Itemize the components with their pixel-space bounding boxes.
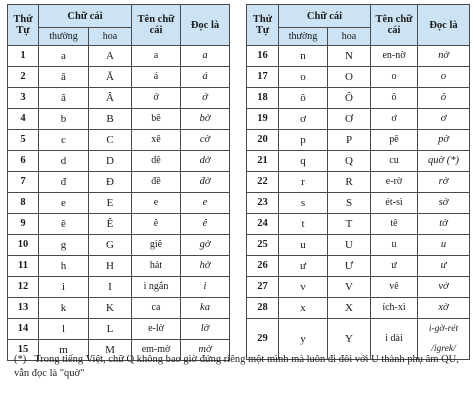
letter-name: i dài: [371, 319, 418, 360]
footnote-text: Trong tiếng Việt, chữ Q không bao giờ đứng riêng một mình mà luôn đi đôi với U thành phụ âm QU, vẫn đọc là "quờ": [14, 354, 459, 379]
uppercase-letter: N: [328, 46, 371, 67]
uppercase-letter: Q: [328, 151, 371, 172]
letter-name: pê: [371, 130, 418, 151]
table-row: [8, 88, 230, 109]
letter-number: 22: [247, 172, 279, 193]
header-upper: hoa: [89, 28, 132, 46]
letter-number: 27: [247, 277, 279, 298]
lowercase-letter: ơ: [279, 109, 328, 130]
letter-number: 3: [8, 88, 39, 109]
pronunciation: nờ: [418, 46, 470, 67]
letter-number: 23: [247, 193, 279, 214]
letter-number: 4: [8, 109, 39, 130]
letter-number: 24: [247, 214, 279, 235]
uppercase-letter: O: [328, 67, 371, 88]
letter-number: 20: [247, 130, 279, 151]
letter-name: o: [371, 67, 418, 88]
lowercase-letter: h: [39, 256, 89, 277]
pronunciation: i: [181, 277, 230, 298]
letter-number: 28: [247, 298, 279, 319]
uppercase-letter: B: [89, 109, 132, 130]
uppercase-letter: T: [328, 214, 371, 235]
letter-name: ích-xì: [371, 298, 418, 319]
uppercase-letter: R: [328, 172, 371, 193]
letter-number: 17: [247, 67, 279, 88]
letter-name: ca: [132, 298, 181, 319]
lowercase-letter: đ: [39, 172, 89, 193]
lowercase-letter: u: [279, 235, 328, 256]
letter-name: ư: [371, 256, 418, 277]
pronunciation: hờ: [181, 256, 230, 277]
header-lower: thường: [39, 28, 89, 46]
table-row: [247, 256, 470, 277]
letter-name: tê: [371, 214, 418, 235]
pronunciation: tờ: [418, 214, 470, 235]
lowercase-letter: i: [39, 277, 89, 298]
uppercase-letter: Ê: [89, 214, 132, 235]
table-row: [8, 172, 230, 193]
table-row: [247, 130, 470, 151]
letter-name: i ngắn: [132, 277, 181, 298]
lowercase-letter: g: [39, 235, 89, 256]
letter-number: 18: [247, 88, 279, 109]
uppercase-letter: I: [89, 277, 132, 298]
letter-name: ét-sì: [371, 193, 418, 214]
letter-number: 14: [8, 319, 39, 340]
table-row: [247, 277, 470, 298]
uppercase-letter: Ă: [89, 67, 132, 88]
letter-name: ớ: [132, 88, 181, 109]
table-row: [8, 256, 230, 277]
pronunciation: rờ: [418, 172, 470, 193]
lowercase-letter: x: [279, 298, 328, 319]
lowercase-letter: y: [279, 319, 328, 360]
pronunciation: lờ: [181, 319, 230, 340]
letter-number: 6: [8, 151, 39, 172]
footnote: [14, 353, 466, 381]
table-row: [247, 151, 470, 172]
letter-number: 21: [247, 151, 279, 172]
letter-name: cu: [371, 151, 418, 172]
letter-number: 11: [8, 256, 39, 277]
letter-name: ê: [132, 214, 181, 235]
pronunciation: o: [418, 67, 470, 88]
lowercase-letter: c: [39, 130, 89, 151]
letter-name: em-mờ: [132, 340, 181, 361]
lowercase-letter: ê: [39, 214, 89, 235]
letter-number: 26: [247, 256, 279, 277]
pronunciation: xờ: [418, 298, 470, 319]
pronunciation: cờ: [181, 130, 230, 151]
table-row: [247, 172, 470, 193]
letter-name: u: [371, 235, 418, 256]
letter-number: 25: [247, 235, 279, 256]
pronunciation: u: [418, 235, 470, 256]
pronunciation: dờ: [181, 151, 230, 172]
pronunciation: vờ: [418, 277, 470, 298]
lowercase-letter: n: [279, 46, 328, 67]
letter-name: e-rờ: [371, 172, 418, 193]
lowercase-letter: l: [39, 319, 89, 340]
letter-name: e-lờ: [132, 319, 181, 340]
uppercase-letter: Ô: [328, 88, 371, 109]
pronunciation: e: [181, 193, 230, 214]
pronunciation: i-gờ-rét /igrek/: [418, 319, 470, 360]
uppercase-letter: A: [89, 46, 132, 67]
letter-number: 19: [247, 109, 279, 130]
letter-name: giê: [132, 235, 181, 256]
header-lower: thường: [279, 28, 328, 46]
table-row: [8, 235, 230, 256]
header-num: Thứ Tự: [8, 5, 39, 46]
uppercase-letter: Ơ: [328, 109, 371, 130]
lowercase-letter: â: [39, 88, 89, 109]
lowercase-letter: a: [39, 46, 89, 67]
letter-name: hát: [132, 256, 181, 277]
alphabet-table-left: [7, 4, 230, 361]
uppercase-letter: U: [328, 235, 371, 256]
uppercase-letter: H: [89, 256, 132, 277]
lowercase-letter: s: [279, 193, 328, 214]
pronunciation: á: [181, 67, 230, 88]
right-rows: [247, 46, 470, 360]
uppercase-letter: C: [89, 130, 132, 151]
letter-name: đê: [132, 172, 181, 193]
table-row: [8, 67, 230, 88]
header-name: Tên chữ cái: [132, 5, 181, 46]
table-row: [8, 151, 230, 172]
pronunciation: ô: [418, 88, 470, 109]
letter-name: bê: [132, 109, 181, 130]
table-row: [8, 130, 230, 151]
letter-number: 16: [247, 46, 279, 67]
pronunciation: gờ: [181, 235, 230, 256]
letter-number: 2: [8, 67, 39, 88]
letter-number: 13: [8, 298, 39, 319]
letter-name: xê: [132, 130, 181, 151]
lowercase-letter: ô: [279, 88, 328, 109]
table-row: [8, 277, 230, 298]
pronunciation: a: [181, 46, 230, 67]
letter-name: en-nờ: [371, 46, 418, 67]
table-row: [247, 235, 470, 256]
table-row: [247, 67, 470, 88]
table-row: [247, 193, 470, 214]
pronunciation: sờ: [418, 193, 470, 214]
table-row: [247, 298, 470, 319]
uppercase-letter: L: [89, 319, 132, 340]
uppercase-letter: K: [89, 298, 132, 319]
letter-name: dê: [132, 151, 181, 172]
pronunciation: ơ: [418, 109, 470, 130]
header-letter: Chữ cái: [39, 5, 132, 28]
table-row: [8, 193, 230, 214]
lowercase-letter: m: [39, 340, 89, 361]
lowercase-letter: o: [279, 67, 328, 88]
letter-number: 8: [8, 193, 39, 214]
pronunciation: ê: [181, 214, 230, 235]
uppercase-letter: X: [328, 298, 371, 319]
table-row: [247, 109, 470, 130]
uppercase-letter: E: [89, 193, 132, 214]
lowercase-letter: t: [279, 214, 328, 235]
uppercase-letter: Đ: [89, 172, 132, 193]
letter-number: 1: [8, 46, 39, 67]
letter-name: ơ: [371, 109, 418, 130]
header-num: Thứ Tự: [247, 5, 279, 46]
pronunciation: bờ: [181, 109, 230, 130]
letter-number: 7: [8, 172, 39, 193]
pronunciation: quờ (*): [418, 151, 470, 172]
pronunciation: ớ: [181, 88, 230, 109]
footnote-mark: (*): [14, 354, 27, 365]
table-row: [8, 214, 230, 235]
lowercase-letter: q: [279, 151, 328, 172]
uppercase-letter: P: [328, 130, 371, 151]
uppercase-letter: G: [89, 235, 132, 256]
letter-name: á: [132, 67, 181, 88]
lowercase-letter: v: [279, 277, 328, 298]
pronunciation: ư: [418, 256, 470, 277]
header-pron: Đọc là: [418, 5, 470, 46]
table-row: [247, 88, 470, 109]
lowercase-letter: b: [39, 109, 89, 130]
uppercase-letter: M: [89, 340, 132, 361]
letter-name: a: [132, 46, 181, 67]
table-row: [8, 109, 230, 130]
letter-name: vê: [371, 277, 418, 298]
uppercase-letter: V: [328, 277, 371, 298]
lowercase-letter: k: [39, 298, 89, 319]
lowercase-letter: e: [39, 193, 89, 214]
uppercase-letter: Ư: [328, 256, 371, 277]
lowercase-letter: p: [279, 130, 328, 151]
letter-name: ô: [371, 88, 418, 109]
lowercase-letter: d: [39, 151, 89, 172]
lowercase-letter: ư: [279, 256, 328, 277]
lowercase-letter: r: [279, 172, 328, 193]
letter-number: 9: [8, 214, 39, 235]
pronunciation: đờ: [181, 172, 230, 193]
letter-number: 10: [8, 235, 39, 256]
letter-name: e: [132, 193, 181, 214]
pronunciation: ka: [181, 298, 230, 319]
left-rows: [8, 46, 230, 361]
pronunciation: pờ: [418, 130, 470, 151]
letter-number: 5: [8, 130, 39, 151]
table-row: [247, 214, 470, 235]
header-upper: hoa: [328, 28, 371, 46]
uppercase-letter: D: [89, 151, 132, 172]
letter-number: 15: [8, 340, 39, 361]
header-name: Tên chữ cái: [371, 5, 418, 46]
letter-number: 29: [247, 319, 279, 360]
header-pron: Đọc là: [181, 5, 230, 46]
table-row: [247, 46, 470, 67]
table-row: [8, 319, 230, 340]
pronunciation: mờ: [181, 340, 230, 361]
table-row: [8, 298, 230, 319]
alphabet-table-right: [246, 4, 470, 360]
uppercase-letter: Y: [328, 319, 371, 360]
uppercase-letter: S: [328, 193, 371, 214]
uppercase-letter: Â: [89, 88, 132, 109]
letter-number: 12: [8, 277, 39, 298]
lowercase-letter: ă: [39, 67, 89, 88]
table-row: [8, 46, 230, 67]
header-letter: Chữ cái: [279, 5, 371, 28]
